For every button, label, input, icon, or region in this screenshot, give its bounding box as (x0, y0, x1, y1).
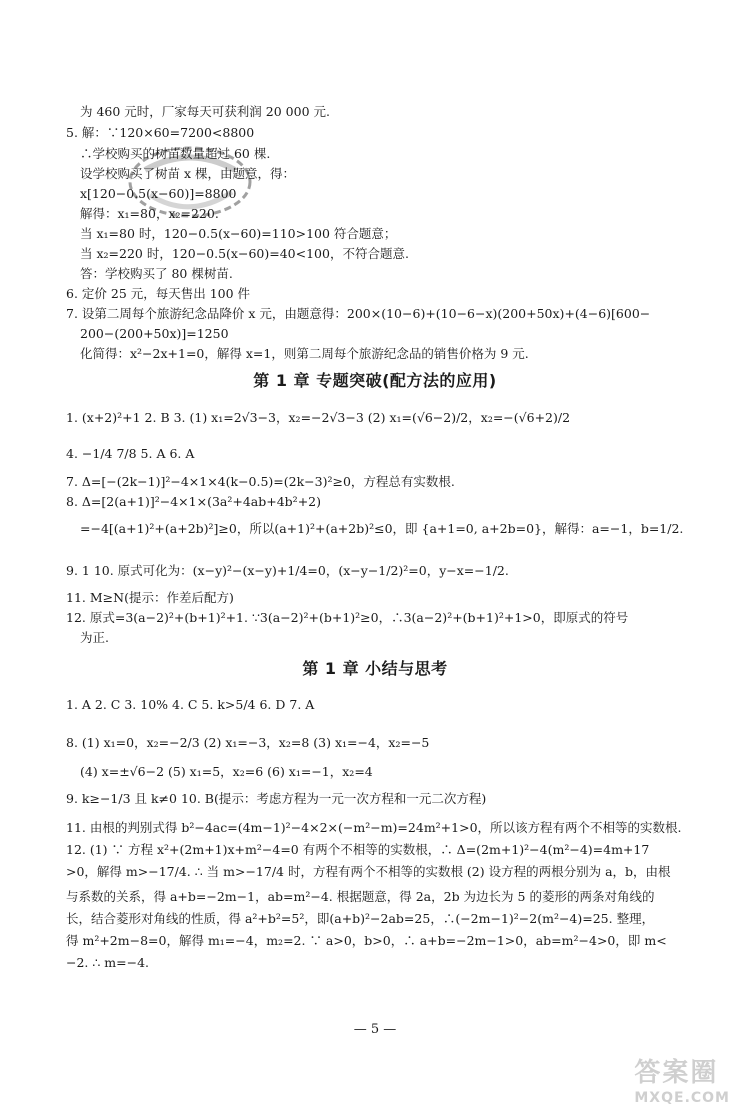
line-17: =−4[(a+1)²+(a+2b)²]≥0，所以(a+1)²+(a+2b)²≤0，即 {a+1=0, a+2b=0}，解得：a=−1，b=1/2. (80, 521, 684, 536)
line-10: 7. 设第二周每个旅游纪念品降价 x 元，由题意得：200×(10−6)+(10−6−x)(200+50x)+(4−6)[600− (66, 306, 651, 321)
line-11: 200−(200+50x)]=1250 (80, 326, 229, 341)
line-9: 6. 定价 25 元，每天售出 100 件 (66, 286, 251, 301)
page-number: — 5 — (353, 1022, 397, 1037)
line-21: 为正. (80, 630, 109, 645)
line-14: 4. −1/4 7/8 5. A 6. A (66, 446, 195, 461)
line-4: x[120−0.5(x−60)]=8800 (80, 186, 237, 201)
section-heading-2: 第 1 章 小结与思考 (302, 659, 448, 678)
line-31: 得 m²+2m−8=0，解得 m₁=−4，m₂=2. ∵ a>0，b>0，∴ a+b=−2m−1>0，ab=m²−4>0，即 m< (66, 933, 667, 948)
line-3: 设学校购买了树苗 x 棵，由题意，得： (80, 166, 295, 181)
line-28: >0，解得 m>−17/4. ∴ 当 m>−17/4 时，方程有两个不相等的实数根 (2) 设方程的两根分别为 a，b，由根 (66, 864, 671, 879)
line-20: 12. 原式=3(a−2)²+(b+1)²+1. ∵3(a−2)²+(b+1)²≥0，∴3(a−2)²+(b+1)²+1>0，即原式的符号 (66, 610, 629, 625)
line-16: 8. Δ=[2(a+1)]²−4×1×(3a²+4ab+4b²+2) (66, 494, 321, 509)
line-26: 11. 由根的判别式得 b²−4ac=(4m−1)²−4×2×(−m²−m)=24m²+1>0，所以该方程有两个不相等的实数根. (66, 820, 682, 835)
line-2: ∴学校购买的树苗数量超过 60 棵. (80, 146, 271, 161)
line-22: 1. A 2. C 3. 10% 4. C 5. k>5/4 6. D 7. A (66, 697, 315, 712)
section-heading-1: 第 1 章 专题突破(配方法的应用) (253, 371, 497, 390)
line-8: 答：学校购买了 80 棵树苗. (80, 266, 233, 281)
line-6: 当 x₁=80 时，120−0.5(x−60)=110>100 符合题意； (80, 226, 397, 241)
line-32: −2. ∴ m=−4. (66, 955, 150, 970)
line-1: 5. 解：∵120×60=7200<8800 (66, 125, 255, 140)
watermark-logo (634, 1057, 730, 1107)
line-15: 7. Δ=[−(2k−1)]²−4×1×4(k−0.5)=(2k−3)²≥0，方程总有实数根. (66, 474, 455, 489)
line-5: 解得：x₁=80，x₂=220. (80, 206, 219, 221)
line-12: 化简得：x²−2x+1=0，解得 x=1，则第二周每个旅游纪念品的销售价格为 9 元. (80, 346, 529, 361)
line-25: 9. k≥−1/3 且 k≠0 10. B(提示：考虑方程为一元一次方程和一元二次方程) (66, 791, 487, 806)
line-24: (4) x=±√6−2 (5) x₁=5，x₂=6 (6) x₁=−1，x₂=4 (80, 764, 373, 779)
line-18: 9. 1 10. 原式可化为：(x−y)²−(x−y)+1/4=0，(x−y−1/2)²=0，y−x=−1/2. (66, 563, 509, 578)
line-23: 8. (1) x₁=0，x₂=−2/3 (2) x₁=−3，x₂=8 (3) x₁=−4，x₂=−5 (66, 735, 430, 750)
line-19: 11. M≥N(提示：作差后配方) (66, 590, 234, 605)
line-27: 12. (1) ∵ 方程 x²+(2m+1)x+m²−4=0 有两个不相等的实数根，∴ Δ=(2m+1)²−4(m²−4)=4m+17 (66, 842, 650, 857)
line-13: 1. (x+2)²+1 2. B 3. (1) x₁=2√3−3，x₂=−2√3−3 (2) x₁=(√6−2)/2，x₂=−(√6+2)/2 (66, 410, 571, 425)
line-29: 与系数的关系，得 a+b=−2m−1，ab=m²−4. 根据题意，得 2a，2b 为边长为 5 的菱形的两条对角线的 (66, 889, 655, 904)
line-0: 为 460 元时，厂家每天可获利润 20 000 元. (80, 104, 330, 119)
line-30: 长，结合菱形对角线的性质，得 a²+b²=5²，即(a+b)²−2ab=25，∴(−2m−1)²−2(m²−4)=25. 整理， (66, 911, 655, 926)
watermark-main: 答案圈 (634, 1058, 719, 1088)
watermark-url: MXQE.COM (634, 1089, 730, 1106)
line-7: 当 x₂=220 时，120−0.5(x−60)=40<100，不符合题意. (80, 246, 409, 261)
